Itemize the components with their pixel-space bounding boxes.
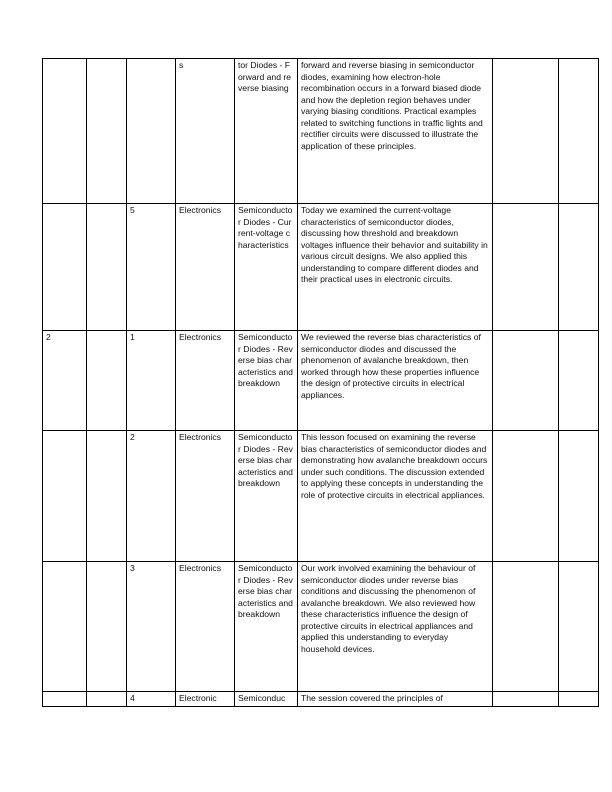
topic-cell: Semiconductor Diodes - Reverse bias characteristics and breakdown (235, 562, 298, 692)
summary-cell: Our work involved examining the behaviour of semiconductor diodes under reverse bias conditions and discussing the phenomenon of avalanche breakdown. We also reviewed how these characteristics influence the design of protective circuits in electrical appliances and applied this understanding to everyday household devices. (298, 562, 493, 692)
blank-cell (87, 331, 127, 431)
blank-cell (493, 692, 559, 707)
blank-cell (493, 431, 559, 562)
summary-cell: Today we examined the current-voltage characteristics of semiconductor diodes, discussing how threshold and breakdown voltages influence their behavior and suitability in various circuit designs. We also applied this understanding to compare different diodes and their practical uses in electronic circuits. (298, 204, 493, 331)
blank-cell (493, 204, 559, 331)
blank-cell (493, 59, 559, 204)
blank-cell (559, 59, 599, 204)
subject-cell: Electronics (176, 562, 235, 692)
blank-cell (87, 431, 127, 562)
blank-cell (87, 562, 127, 692)
topic-cell: Semiconductor Diodes - Current-voltage characteristics (235, 204, 298, 331)
lesson-cell (127, 59, 176, 204)
week-cell (43, 692, 87, 707)
blank-cell (493, 331, 559, 431)
blank-cell (559, 692, 599, 707)
week-cell (43, 562, 87, 692)
blank-cell (559, 562, 599, 692)
topic-cell: Semiconduc (235, 692, 298, 707)
blank-cell (559, 204, 599, 331)
blank-cell (559, 431, 599, 562)
summary-cell: This lesson focused on examining the reverse bias characteristics of semiconductor diodes and demonstrating how avalanche breakdown occurs under such conditions. The discussion extended to applying these concepts in understanding the role of protective circuits in electrical appliances. (298, 431, 493, 562)
table-row (43, 204, 599, 331)
table-row (43, 431, 599, 562)
summary-cell: The session covered the principles of (298, 692, 493, 707)
week-cell: 2 (43, 331, 87, 431)
lesson-cell: 2 (127, 431, 176, 562)
lesson-cell: 3 (127, 562, 176, 692)
table-row (43, 562, 599, 692)
table-row (43, 692, 599, 707)
week-cell (43, 59, 87, 204)
topic-cell: Semiconductor Diodes - Reverse bias characteristics and breakdown (235, 431, 298, 562)
blank-cell (559, 331, 599, 431)
subject-cell: Electronics (176, 431, 235, 562)
blank-cell (87, 59, 127, 204)
topic-cell: Semiconductor Diodes - Reverse bias characteristics and breakdown (235, 331, 298, 431)
lesson-log-table (42, 58, 599, 707)
summary-cell: forward and reverse biasing in semiconductor diodes, examining how electron-hole recombination occurs in a forward biased diode and how the depletion region behaves under varying biasing conditions. Practical examples related to switching functions in traffic lights and rectifier circuits were discussed to illustrate the application of these principles. (298, 59, 493, 204)
subject-cell: s (176, 59, 235, 204)
topic-cell: tor Diodes - Forward and reverse biasing (235, 59, 298, 204)
week-cell (43, 431, 87, 562)
subject-cell: Electronics (176, 331, 235, 431)
subject-cell: Electronics (176, 204, 235, 331)
lesson-cell: 1 (127, 331, 176, 431)
blank-cell (87, 692, 127, 707)
blank-cell (493, 562, 559, 692)
lesson-cell: 4 (127, 692, 176, 707)
lesson-cell: 5 (127, 204, 176, 331)
table-row (43, 331, 599, 431)
table-row (43, 59, 599, 204)
summary-cell: We reviewed the reverse bias characteristics of semiconductor diodes and discussed the phenomenon of avalanche breakdown, then worked through how these properties influence the design of protective circuits in electrical appliances. (298, 331, 493, 431)
blank-cell (87, 204, 127, 331)
subject-cell: Electronic (176, 692, 235, 707)
week-cell (43, 204, 87, 331)
